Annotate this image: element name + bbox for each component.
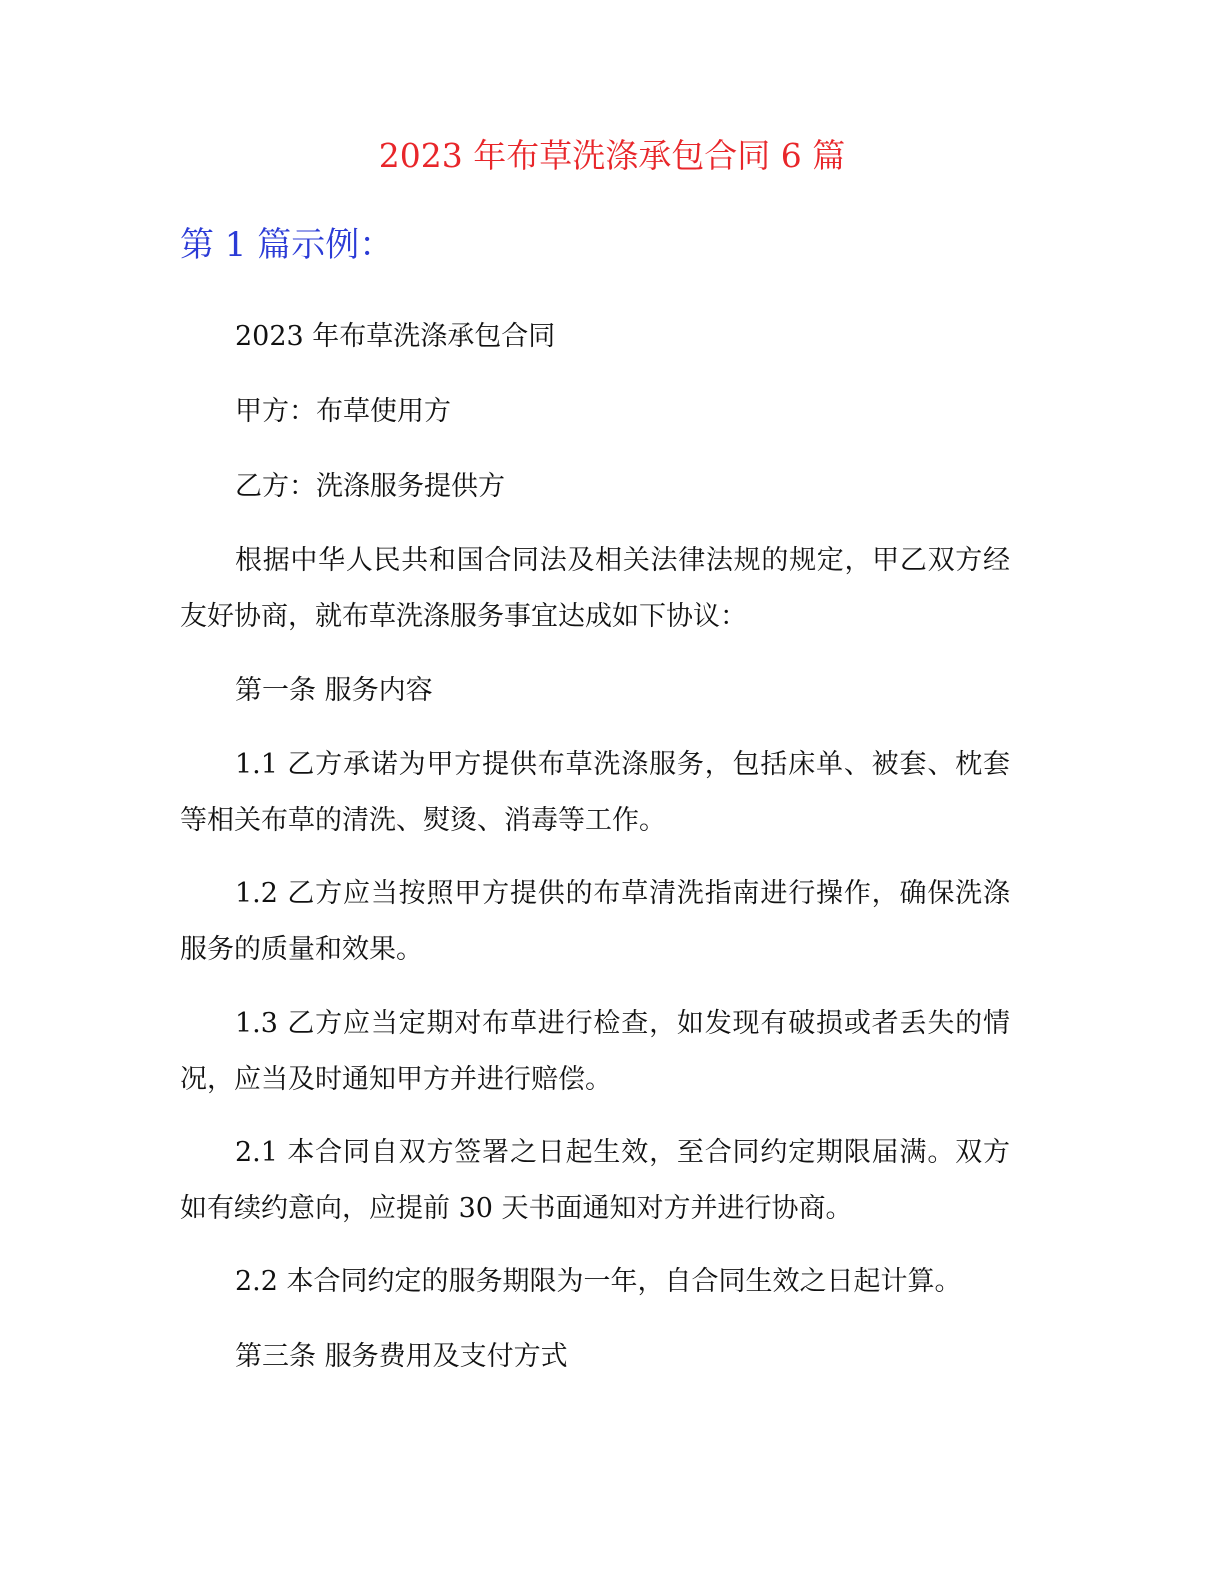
preamble-paragraph: 根据中华人民共和国合同法及相关法律法规的规定，甲乙双方经友好协商，就布草洗涤服务事宜达成如下协议： [180,545,1010,632]
clause-1-3: 1.3 乙方应当定期对布草进行检查，如发现有破损或者丢失的情况，应当及时通知甲方并进行赔偿。 [180,1008,1010,1095]
article-1-heading: 第一条 服务内容 [235,675,433,706]
clause-1-1: 1.1 乙方承诺为甲方提供布草洗涤服务，包括床单、被套、枕套等相关布草的清洗、熨烫、消毒等工作。 [180,749,1010,836]
section-heading: 第 1 篇示例： [180,225,394,265]
document-title: 2023 年布草洗涤承包合同 6 篇 [378,136,846,175]
contract-title-line: 2023 年布草洗涤承包合同 [235,321,556,352]
party-a-line: 甲方：布草使用方 [235,396,451,427]
clause-2-2: 2.2 本合同约定的服务期限为一年，自合同生效之日起计算。 [235,1266,962,1297]
party-b-line: 乙方：洗涤服务提供方 [235,471,505,502]
article-3-heading: 第三条 服务费用及支付方式 [235,1341,568,1372]
clause-2-1: 2.1 本合同自双方签署之日起生效，至合同约定期限届满。双方如有续约意向，应提前 30 天书面通知对方并进行协商。 [180,1137,1010,1224]
clause-1-2: 1.2 乙方应当按照甲方提供的布草清洗指南进行操作，确保洗涤服务的质量和效果。 [180,878,1010,965]
